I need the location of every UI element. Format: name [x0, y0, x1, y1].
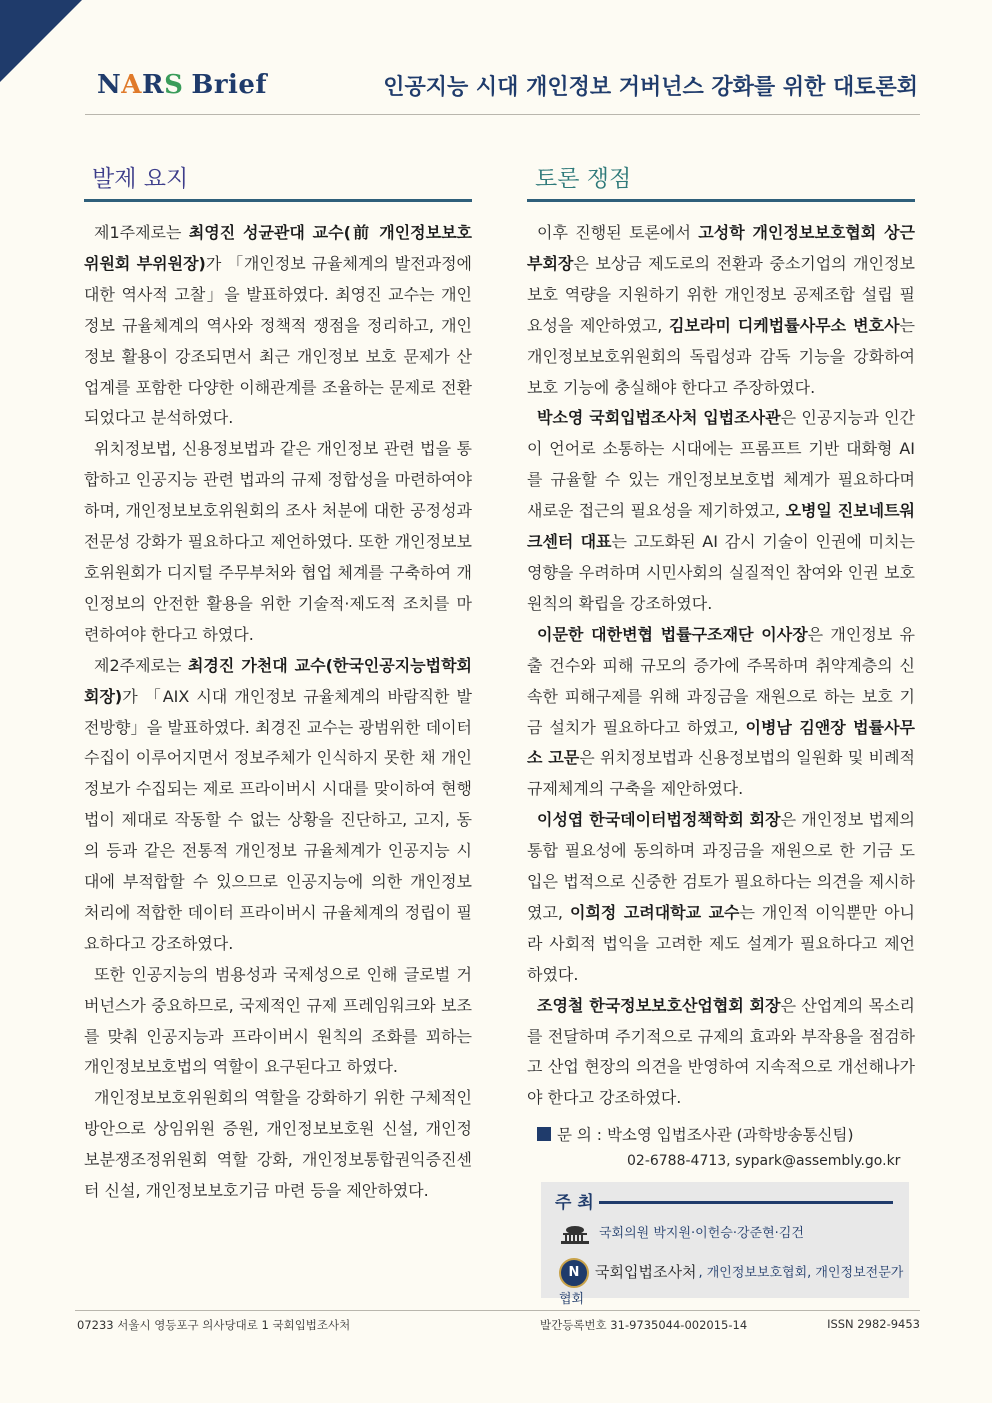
- host-row-nars: N 국회입법조사처 , 개인정보보호협회, 개인정보전문가협회: [559, 1258, 909, 1307]
- paragraph: 제2주제로는 최경진 가천대 교수(한국인공지능법학회 회장)가 「AIX 시대 개인정보 규율체계의 바람직한 발전방향」을 발표하였다. 최경진 교수는 광범위한 데이터 수집이 이루어지면서 정보주체가 인식하지 못한 채 개인정보가 수집되는 제로 프라이버시 시대를 맞이하여 현행법이 제대로 작동할 수 없는 상황을 진단하고, 고지, 동의 등과 같은 전통적 개인정보 규율체계가 인공지능 시대에 부적합할 수 있으므로 인공지능에 의한 개인정보 처리에 적합한 데이터 프라이버시 규율체계의 정립이 필요하다고 강조하였다.: [84, 655, 472, 953]
- paragraph: 개인정보보호위원회의 역할을 강화하기 위한 구체적인 방안으로 상임위원 증원, 개인정보보호원 신설, 개인정보분쟁조정위원회 역할 강화, 개인정보통합권익증진센터 신설, 개인정보보호기금 마련 등을 제안하였다.: [84, 1088, 472, 1201]
- section-heading-summary: 발제 요지: [84, 160, 472, 202]
- paragraph: 이후 진행된 토론에서 고성학 개인정보보호협회 상근부회장은 보상금 제도로의 전환과 중소기업의 개인정보 보호 역량을 지원하기 위한 개인정보 공제조합 설립 필요성을 제안하였고, 김보라미 디케법률사무소 변호사는 개인정보보호위원회의 독립성과 감독 기능을 강화하여 보호 기능에 충실해야 한다고 주장하였다.: [527, 223, 915, 397]
- contact-details: 02-6788-4713, sypark@assembly.go.kr: [627, 1153, 901, 1170]
- nars-brief-logo: NARS Brief: [97, 70, 268, 100]
- paragraph: 제1주제로는 최영진 성균관대 교수(前 개인정보보호위원회 부위원장)가 「개인정보 규율체계의 발전과정에 대한 역사적 고찰」을 발표하였다. 최영진 교수는 개인정보 규율체계의 역사와 정책적 쟁점을 정리하고, 개인정보 활용이 강조되면서 최근 개인정보 보호 문제가 산업계를 포함한 다양한 이해관계를 조율하는 문제로 전환되었다고 분석하였다.: [84, 223, 472, 428]
- right-column: [527, 160, 916, 1308]
- footer-registration: 발간등록번호 31-9735044-002015-14: [540, 1318, 748, 1332]
- host-heading: 주 최: [555, 1193, 594, 1214]
- paragraph: 이문한 대한변협 법률구조재단 이사장은 개인정보 유출 건수와 피해 규모의 증가에 주목하며 취약계층의 신속한 피해구제를 위해 과징금을 재원으로 하는 보호 기금 설치가 필요하다고 하였고, 이병남 김앤장 법률사무소 고문은 위치정보법과 신용정보법의 일원화 및 비례적 규제체계의 구축을 제안하였다.: [527, 624, 915, 799]
- paragraph: 조영철 한국정보보호산업협회 회장은 산업계의 목소리를 전달하며 주기적으로 규제의 효과와 부작용을 점검하고 산업 현장의 의견을 반영하여 지속적으로 개선해나가야 한다고 강조하였다.: [527, 995, 915, 1108]
- national-assembly-icon: [559, 1224, 591, 1244]
- corner-decoration: [0, 0, 82, 82]
- square-bullet-icon: [537, 1127, 551, 1141]
- page-header: [85, 62, 920, 115]
- section-heading-discussion: 토론 쟁점: [527, 160, 915, 202]
- host-box: [541, 1182, 909, 1308]
- contact-info: 문 의 : 박소영 입법조사관 (과학방송통신팀) 02-6788-4713, sypark@assembly.go.kr: [527, 1122, 915, 1174]
- paragraph: 위치정보법, 신용정보법과 같은 개인정보 관련 법을 통합하고 인공지능 관련 법과의 규제 정합성을 마련하여야 하며, 개인정보보호위원회의 조사 처분에 대한 공정성과 전문성 강화가 필요하다고 제언하였다. 또한 개인정보보호위원회가 디지털 주무부처와 협업 체계를 구축하여 개인정보의 안전한 활용을 위한 기술적·제도적 조치를 마련하여야 한다고 하였다.: [84, 439, 472, 644]
- paragraph: 이성엽 한국데이터법정책학회 회장은 개인정보 법제의 통합 필요성에 동의하며 과징금을 재원으로 한 기금 도입은 법적으로 신중한 검토가 필요하다는 의견을 제시하였고, 이희정 고려대학교 교수는 개인적 이익뿐만 아니라 사회적 법익을 고려한 제도 설계가 필요하다고 제언하였다.: [527, 810, 915, 984]
- nars-seal-icon: N: [559, 1258, 589, 1288]
- page-footer: [75, 1310, 920, 1332]
- footer-address: 07233 서울시 영등포구 의사당대로 1 국회입법조사처: [77, 1318, 351, 1332]
- host-row-assembly: 국회의원 박지원·이헌승·강준현·김건: [559, 1222, 804, 1244]
- paragraph: 박소영 국회입법조사처 입법조사관은 인공지능과 인간이 언어로 소통하는 시대에는 프롬프트 기반 대화형 AI를 규율할 수 있는 개인정보보호법 체계가 필요하다며 새로운 접근의 필요성을 제기하였고, 오병일 진보네트워크센터 대표는 고도화된 AI 감시 기술이 인권에 미치는 영향을 우려하며 시민사회의 실질적인 참여와 인권 보호 원칙의 확립을 강조하였다.: [527, 408, 916, 613]
- footer-issn: ISSN 2982-9453: [827, 1317, 920, 1331]
- page-title: 인공지능 시대 개인정보 거버넌스 강화를 위한 대토론회: [383, 75, 918, 100]
- paragraph: 또한 인공지능의 범용성과 국제성으로 인해 글로벌 거버넌스가 중요하므로, 국제적인 규제 프레임워크와 보조를 맞춰 인공지능과 프라이버시 원칙의 조화를 꾀하는 개인정보보호법의 역할이 요구된다고 하였다.: [84, 964, 472, 1077]
- divider: [599, 1201, 893, 1204]
- left-column: [84, 160, 472, 1207]
